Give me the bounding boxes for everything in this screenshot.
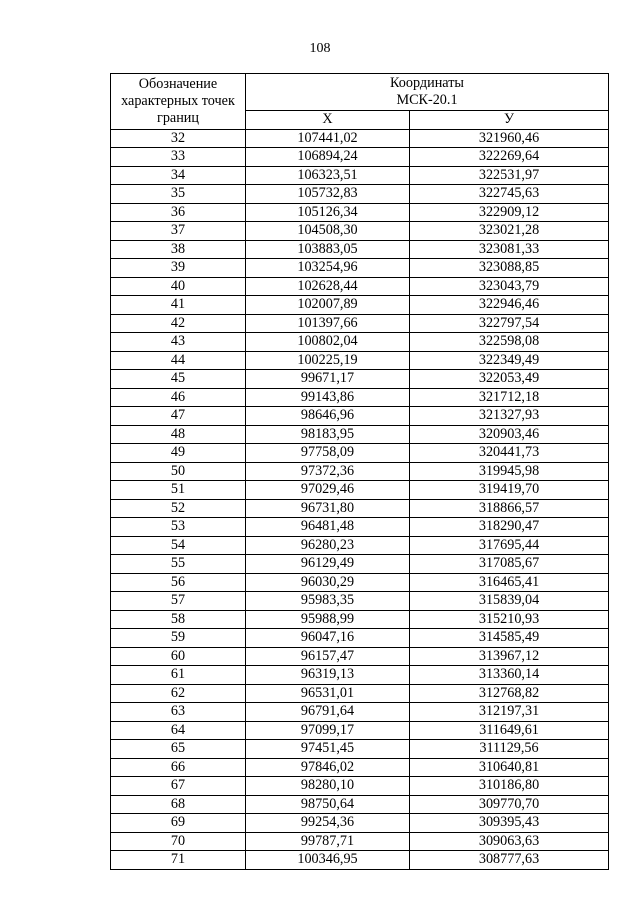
x-coordinate-cell: 99143,86: [246, 388, 410, 407]
x-coordinate-cell: 99787,71: [246, 832, 410, 851]
x-coordinate-cell: 97099,17: [246, 721, 410, 740]
point-number-cell: 45: [111, 370, 246, 389]
table-row: [111, 462, 609, 481]
header-point-line2: характерных точек: [121, 92, 235, 109]
point-number-cell: 59: [111, 629, 246, 648]
y-coordinate-cell: 319945,98: [410, 462, 609, 481]
x-coordinate-cell: 96319,13: [246, 666, 410, 685]
table-row: [111, 795, 609, 814]
point-number-cell: 66: [111, 758, 246, 777]
point-number-cell: 65: [111, 740, 246, 759]
table-row: [111, 721, 609, 740]
table-row: [111, 203, 609, 222]
point-number-cell: 33: [111, 148, 246, 167]
point-number-cell: 37: [111, 222, 246, 241]
point-number-cell: 38: [111, 240, 246, 259]
point-number-cell: 60: [111, 647, 246, 666]
y-coordinate-cell: 322053,49: [410, 370, 609, 389]
table-row: [111, 629, 609, 648]
point-number-cell: 58: [111, 610, 246, 629]
y-coordinate-cell: 310640,81: [410, 758, 609, 777]
x-coordinate-cell: 98280,10: [246, 777, 410, 796]
point-number-cell: 46: [111, 388, 246, 407]
coordinates-table: [110, 73, 609, 870]
x-coordinate-cell: 107441,02: [246, 129, 410, 148]
x-coordinate-cell: 102007,89: [246, 296, 410, 315]
table-row: [111, 333, 609, 352]
y-coordinate-cell: 316465,41: [410, 573, 609, 592]
table-row: [111, 407, 609, 426]
y-coordinate-cell: 319419,70: [410, 481, 609, 500]
y-coordinate-cell: 317695,44: [410, 536, 609, 555]
table-row: [111, 370, 609, 389]
y-coordinate-cell: 323081,33: [410, 240, 609, 259]
x-coordinate-cell: 101397,66: [246, 314, 410, 333]
point-number-cell: 54: [111, 536, 246, 555]
table-row: [111, 296, 609, 315]
x-coordinate-cell: 97029,46: [246, 481, 410, 500]
point-number-cell: 56: [111, 573, 246, 592]
x-coordinate-cell: 96030,29: [246, 573, 410, 592]
y-coordinate-cell: 320441,73: [410, 444, 609, 463]
y-coordinate-cell: 323021,28: [410, 222, 609, 241]
y-coordinate-cell: 315839,04: [410, 592, 609, 611]
y-coordinate-cell: 311649,61: [410, 721, 609, 740]
point-number-cell: 43: [111, 333, 246, 352]
header-y: У: [410, 111, 609, 130]
y-coordinate-cell: 318866,57: [410, 499, 609, 518]
header-coordinates: [246, 74, 609, 111]
x-coordinate-cell: 97451,45: [246, 740, 410, 759]
table-row: [111, 240, 609, 259]
x-coordinate-cell: 96157,47: [246, 647, 410, 666]
table-row: [111, 481, 609, 500]
table-row: [111, 758, 609, 777]
x-coordinate-cell: 96047,16: [246, 629, 410, 648]
x-coordinate-cell: 97758,09: [246, 444, 410, 463]
point-number-cell: 68: [111, 795, 246, 814]
y-coordinate-cell: 309395,43: [410, 814, 609, 833]
y-coordinate-cell: 322531,97: [410, 166, 609, 185]
point-number-cell: 47: [111, 407, 246, 426]
x-coordinate-cell: 105732,83: [246, 185, 410, 204]
table-row: [111, 647, 609, 666]
y-coordinate-cell: 318290,47: [410, 518, 609, 537]
y-coordinate-cell: 322946,46: [410, 296, 609, 315]
x-coordinate-cell: 104508,30: [246, 222, 410, 241]
point-number-cell: 64: [111, 721, 246, 740]
point-number-cell: 67: [111, 777, 246, 796]
table-row: [111, 351, 609, 370]
x-coordinate-cell: 106894,24: [246, 148, 410, 167]
x-coordinate-cell: 99671,17: [246, 370, 410, 389]
point-number-cell: 61: [111, 666, 246, 685]
point-number-cell: 50: [111, 462, 246, 481]
table-row: [111, 536, 609, 555]
header-coordinates-line2: МСК-20.1: [396, 92, 458, 108]
table-row: [111, 314, 609, 333]
y-coordinate-cell: 309770,70: [410, 795, 609, 814]
x-coordinate-cell: 102628,44: [246, 277, 410, 296]
table-row: [111, 222, 609, 241]
x-coordinate-cell: 97372,36: [246, 462, 410, 481]
table-row: [111, 610, 609, 629]
x-coordinate-cell: 95988,99: [246, 610, 410, 629]
x-coordinate-cell: 105126,34: [246, 203, 410, 222]
x-coordinate-cell: 96129,49: [246, 555, 410, 574]
point-number-cell: 36: [111, 203, 246, 222]
x-coordinate-cell: 96531,01: [246, 684, 410, 703]
y-coordinate-cell: 322269,64: [410, 148, 609, 167]
point-number-cell: 34: [111, 166, 246, 185]
x-coordinate-cell: 100225,19: [246, 351, 410, 370]
point-number-cell: 48: [111, 425, 246, 444]
point-number-cell: 55: [111, 555, 246, 574]
point-number-cell: 44: [111, 351, 246, 370]
x-coordinate-cell: 96481,48: [246, 518, 410, 537]
x-coordinate-cell: 96731,80: [246, 499, 410, 518]
table-row: [111, 166, 609, 185]
y-coordinate-cell: 314585,49: [410, 629, 609, 648]
x-coordinate-cell: 99254,36: [246, 814, 410, 833]
table-row: [111, 684, 609, 703]
table-row: [111, 129, 609, 148]
x-coordinate-cell: 95983,35: [246, 592, 410, 611]
table-row: [111, 148, 609, 167]
table-row: [111, 573, 609, 592]
y-coordinate-cell: 321712,18: [410, 388, 609, 407]
y-coordinate-cell: 310186,80: [410, 777, 609, 796]
y-coordinate-cell: 317085,67: [410, 555, 609, 574]
table-row: [111, 277, 609, 296]
point-number-cell: 71: [111, 851, 246, 870]
table-row: [111, 814, 609, 833]
y-coordinate-cell: 322909,12: [410, 203, 609, 222]
header-coordinates-line1: Координаты: [390, 75, 464, 91]
point-number-cell: 49: [111, 444, 246, 463]
header-point-line1: Обозначение: [138, 75, 218, 92]
point-number-cell: 62: [111, 684, 246, 703]
y-coordinate-cell: 323088,85: [410, 259, 609, 278]
x-coordinate-cell: 103254,96: [246, 259, 410, 278]
table-row: [111, 703, 609, 722]
y-coordinate-cell: 320903,46: [410, 425, 609, 444]
y-coordinate-cell: 311129,56: [410, 740, 609, 759]
y-coordinate-cell: 313967,12: [410, 647, 609, 666]
x-coordinate-cell: 106323,51: [246, 166, 410, 185]
point-number-cell: 41: [111, 296, 246, 315]
point-number-cell: 52: [111, 499, 246, 518]
y-coordinate-cell: 322797,54: [410, 314, 609, 333]
point-number-cell: 39: [111, 259, 246, 278]
x-coordinate-cell: 100346,95: [246, 851, 410, 870]
table-row: [111, 666, 609, 685]
y-coordinate-cell: 321327,93: [410, 407, 609, 426]
point-number-cell: 53: [111, 518, 246, 537]
y-coordinate-cell: 321960,46: [410, 129, 609, 148]
table-row: [111, 740, 609, 759]
y-coordinate-cell: 312197,31: [410, 703, 609, 722]
header-point-designation: [111, 74, 246, 130]
y-coordinate-cell: 322349,49: [410, 351, 609, 370]
page-number: 108: [309, 41, 331, 56]
point-number-cell: 69: [111, 814, 246, 833]
y-coordinate-cell: 312768,82: [410, 684, 609, 703]
y-coordinate-cell: 308777,63: [410, 851, 609, 870]
y-coordinate-cell: 313360,14: [410, 666, 609, 685]
table-row: [111, 851, 609, 870]
table-row: [111, 499, 609, 518]
x-coordinate-cell: 98750,64: [246, 795, 410, 814]
table-row: [111, 185, 609, 204]
header-point-line3: границ: [157, 109, 199, 126]
table-row: [111, 444, 609, 463]
table-row: [111, 832, 609, 851]
x-coordinate-cell: 100802,04: [246, 333, 410, 352]
table-row: [111, 518, 609, 537]
table-row: [111, 259, 609, 278]
table-row: [111, 388, 609, 407]
point-number-cell: 40: [111, 277, 246, 296]
point-number-cell: 57: [111, 592, 246, 611]
point-number-cell: 32: [111, 129, 246, 148]
table-row: [111, 425, 609, 444]
x-coordinate-cell: 96791,64: [246, 703, 410, 722]
table-row: [111, 777, 609, 796]
x-coordinate-cell: 98183,95: [246, 425, 410, 444]
y-coordinate-cell: 322745,63: [410, 185, 609, 204]
y-coordinate-cell: 315210,93: [410, 610, 609, 629]
point-number-cell: 70: [111, 832, 246, 851]
table-row: [111, 592, 609, 611]
point-number-cell: 35: [111, 185, 246, 204]
point-number-cell: 63: [111, 703, 246, 722]
x-coordinate-cell: 96280,23: [246, 536, 410, 555]
x-coordinate-cell: 98646,96: [246, 407, 410, 426]
point-number-cell: 51: [111, 481, 246, 500]
x-coordinate-cell: 103883,05: [246, 240, 410, 259]
header-x: X: [246, 111, 410, 130]
table-row: [111, 555, 609, 574]
x-coordinate-cell: 97846,02: [246, 758, 410, 777]
y-coordinate-cell: 322598,08: [410, 333, 609, 352]
y-coordinate-cell: 323043,79: [410, 277, 609, 296]
y-coordinate-cell: 309063,63: [410, 832, 609, 851]
point-number-cell: 42: [111, 314, 246, 333]
